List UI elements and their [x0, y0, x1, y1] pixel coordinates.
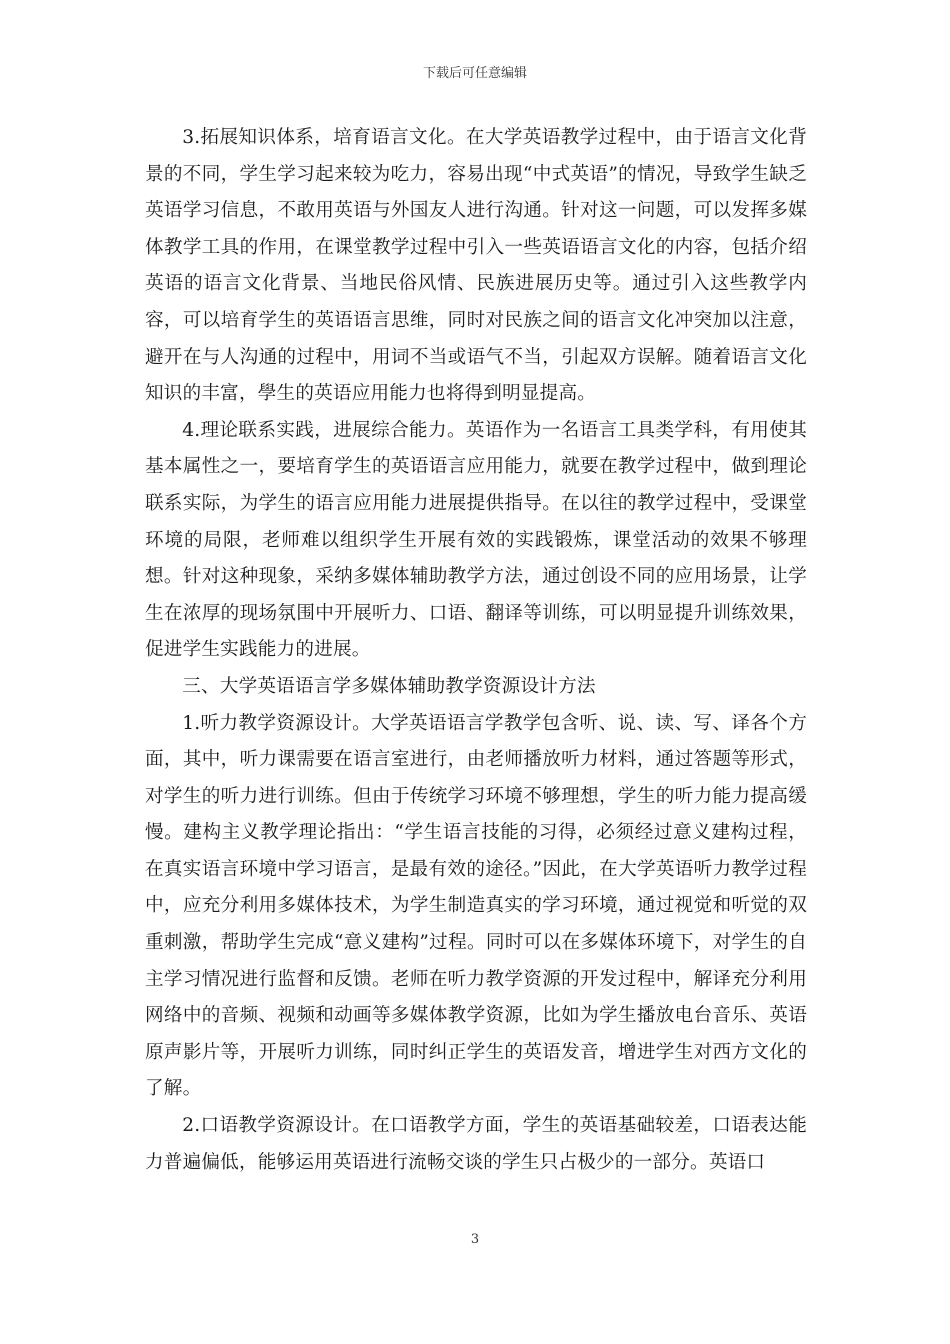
section-heading-resource-design: 三、大学英语语言学多媒体辅助教学资源设计方法: [182, 675, 596, 697]
paragraph-listening-resource: 1.听力教学资源设计。大学英语语言学教学包含听、说、读、写、译各个方面，其中，听力课需要在语言室进行，由老师播放听力材料，通过答题等形式，对学生的听力进行训练。但由于传统学习环境不够理想，学生的听力能力提高缓慢。建构主义教学理论指出：“学生语言技能的习得，必须经过意义建构过程，在真实语言环境中学习语言，是最有效的途径。”因此，在大学英语听力教学过程中，应充分利用多媒体技术，为学生制造真实的学习环境，通过视觉和听觉的双重刺激，帮助学生完成“意义建构”过程。同时可以在多媒体环境下，对学生的自主学习情况进行监督和反馈。老师在听力教学资源的开发过程中，解译充分利用网络中的音频、视频和动画等多媒体教学资源，比如为学生播放电台音乐、英语原声影片等，开展听力训练，同时纠正学生的英语发音，增进学生对西方文化的了解。: [145, 712, 807, 1100]
page-number: 3: [470, 1232, 480, 1247]
document-body: [145, 120, 807, 1181]
page-header: 下载后可任意编辑: [422, 66, 527, 81]
paragraph-speaking-resource: 2.口语教学资源设计。在口语教学方面，学生的英语基础较差，口语表达能力普遍偏低，能够运用英语进行流畅交谈的学生只占极少的一部分。英语口: [145, 1115, 807, 1173]
paragraph-theory-practice: 4.理论联系实践，进展综合能力。英语作为一名语言工具类学科，有用使其基本属性之一，要培育学生的英语语言应用能力，就要在教学过程中，做到理论联系实际，为学生的语言应用能力进展提供指导。在以往的教学过程中，受课堂环境的局限，老师难以组织学生开展有效的实践锻炼，课堂活动的效果不够理想。针对这种现象，采纳多媒体辅助教学方法，通过创设不同的应用场景，让学生在浓厚的现场氛围中开展听力、口语、翻译等训练，可以明显提升训练效果，促进学生实践能力的进展。: [145, 419, 807, 661]
paragraph-expand-knowledge: 3.拓展知识体系，培育语言文化。在大学英语教学过程中，由于语言文化背景的不同，学生学习起来较为吃力，容易出现“中式英语”的情况，导致学生缺乏英语学习信息，不敢用英语与外国友人进行沟通。针对这一问题，可以发挥多媒体教学工具的作用，在课堂教学过程中引入一些英语语言文化的内容，包括介绍英语的语言文化背景、当地民俗风情、民族进展历史等。通过引入这些教学内容，可以培育学生的英语语言思维，同时对民族之间的语言文化冲突加以注意，避开在与人沟通的过程中，用词不当或语气不当，引起双方误解。随着语言文化知识的丰富，學生的英语应用能力也将得到明显提高。: [145, 127, 807, 405]
